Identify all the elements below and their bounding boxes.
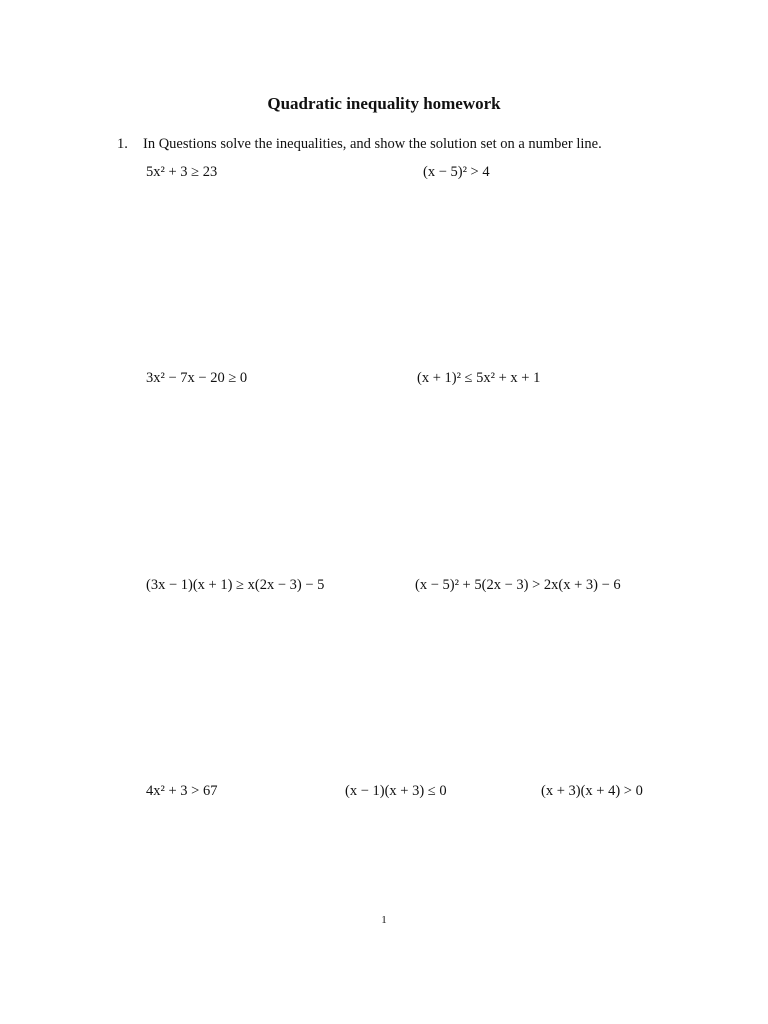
inequality-7: 4x² + 3 > 67	[146, 783, 218, 799]
inequality-2: (x − 5)² > 4	[423, 164, 490, 180]
document-title: Quadratic inequality homework	[267, 94, 501, 113]
inequality-8: (x − 1)(x + 3) ≤ 0	[345, 783, 447, 799]
inequality-4: (x + 1)² ≤ 5x² + x + 1	[417, 370, 541, 386]
question-instruction: In Questions solve the inequalities, and show the solution set on a number line.	[143, 136, 602, 152]
inequality-5: (3x − 1)(x + 1) ≥ x(2x − 3) − 5	[146, 577, 325, 593]
inequality-3: 3x² − 7x − 20 ≥ 0	[146, 370, 248, 386]
inequality-1: 5x² + 3 ≥ 23	[146, 164, 218, 180]
question-number: 1.	[117, 136, 128, 152]
page-number: 1	[381, 914, 387, 926]
inequality-6: (x − 5)² + 5(2x − 3) > 2x(x + 3) − 6	[415, 577, 621, 593]
inequality-9: (x + 3)(x + 4) > 0	[541, 783, 643, 799]
